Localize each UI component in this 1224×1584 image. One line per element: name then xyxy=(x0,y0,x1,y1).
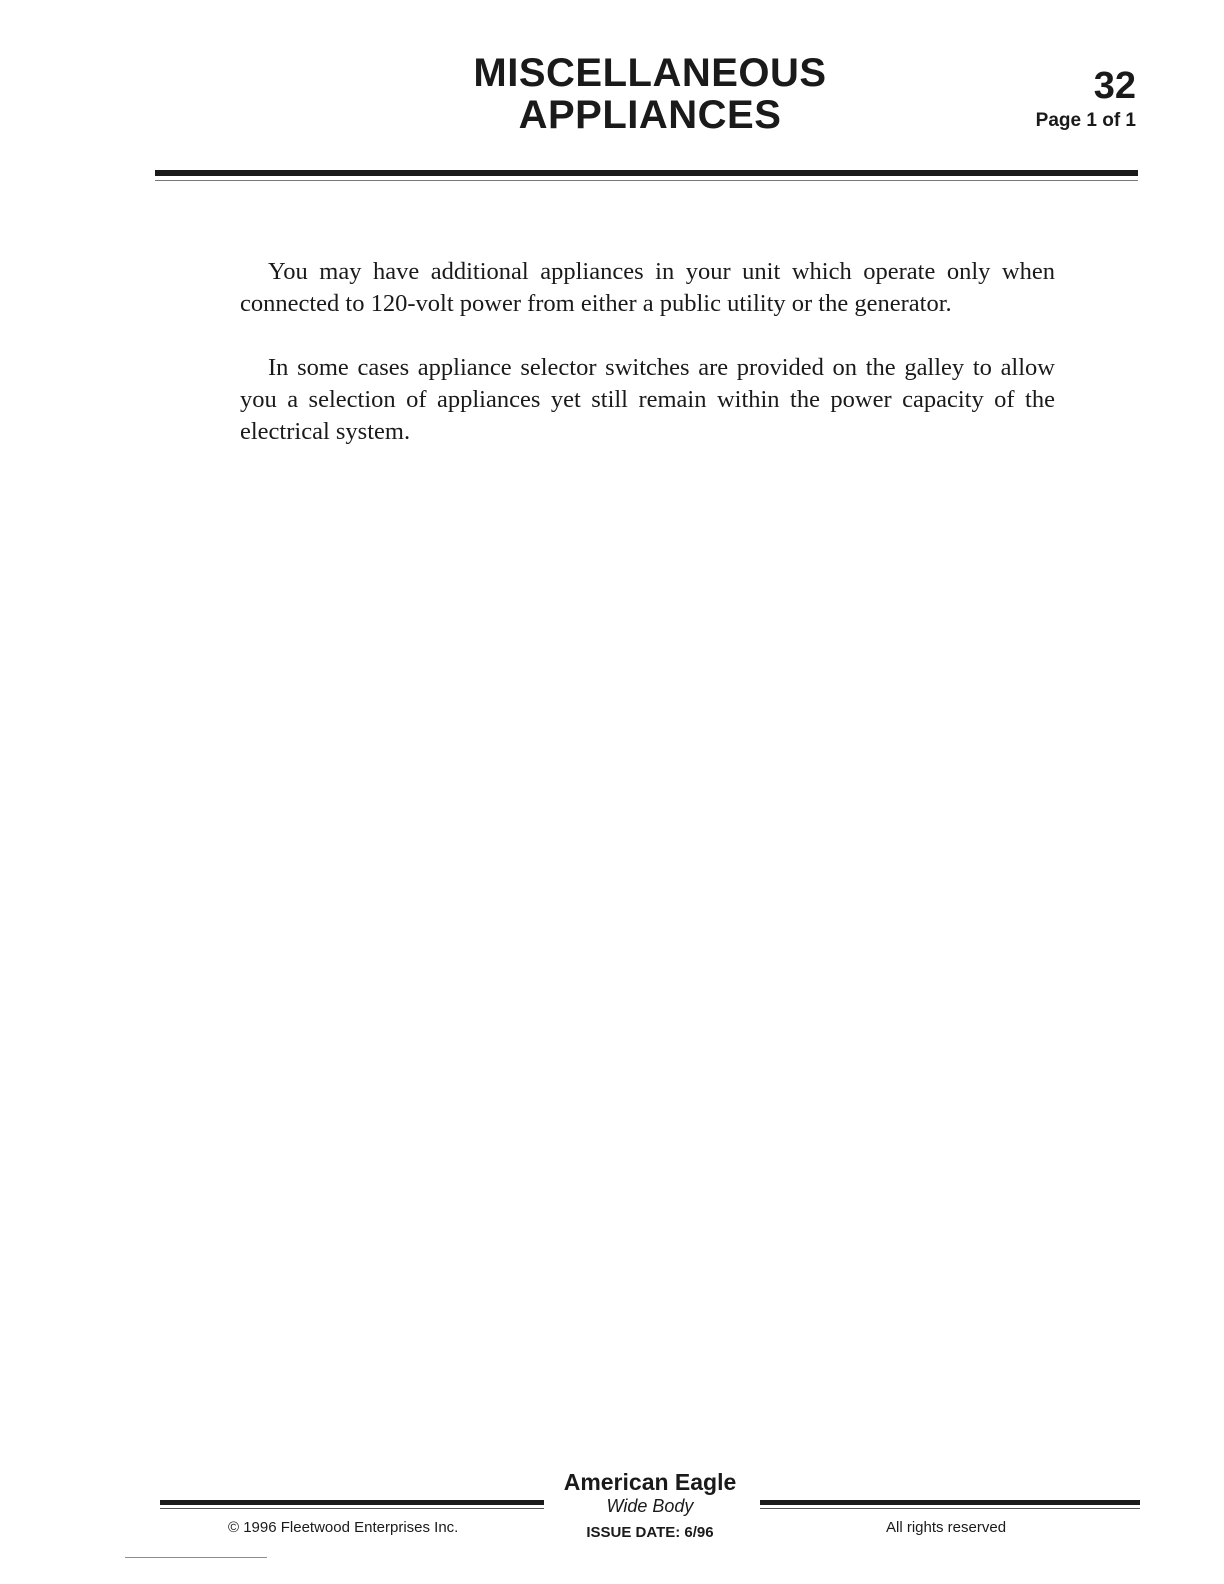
paragraph-1: You may have additional appliances in your unit which operate only when connected to 120-volt power from either a public utility or the generator. xyxy=(240,258,1055,317)
brand-name: American Eagle xyxy=(563,1469,737,1495)
footer-rule-right xyxy=(760,1500,1140,1505)
page-title xyxy=(420,52,880,136)
copyright-text: © 1996 Fleetwood Enterprises Inc. xyxy=(228,1519,459,1536)
page-indicator: Page 1 of 1 xyxy=(1035,110,1136,131)
brand-model: Wide Body xyxy=(606,1496,694,1516)
corner-line xyxy=(125,1557,267,1558)
body-text xyxy=(240,256,1055,480)
section-number: 32 xyxy=(1093,65,1136,107)
footer-rule-left xyxy=(160,1500,544,1505)
footer-rule-right-thin xyxy=(760,1508,1140,1509)
issue-date: ISSUE DATE: 6/96 xyxy=(586,1524,714,1541)
footer-brand xyxy=(540,1468,760,1541)
footer-rule-left-thin xyxy=(160,1508,544,1509)
paragraph-2: In some cases appliance selector switches are provided on the galley to allow you a selection of appliances yet still remain within the power capacity of the electrical system. xyxy=(240,354,1055,445)
header-rule xyxy=(155,170,1138,176)
rights-text: All rights reserved xyxy=(886,1519,1007,1536)
title-line-2: APPLIANCES xyxy=(518,93,782,137)
title-line-1: MISCELLANEOUS xyxy=(473,51,827,95)
header-rule-thin xyxy=(155,180,1138,181)
